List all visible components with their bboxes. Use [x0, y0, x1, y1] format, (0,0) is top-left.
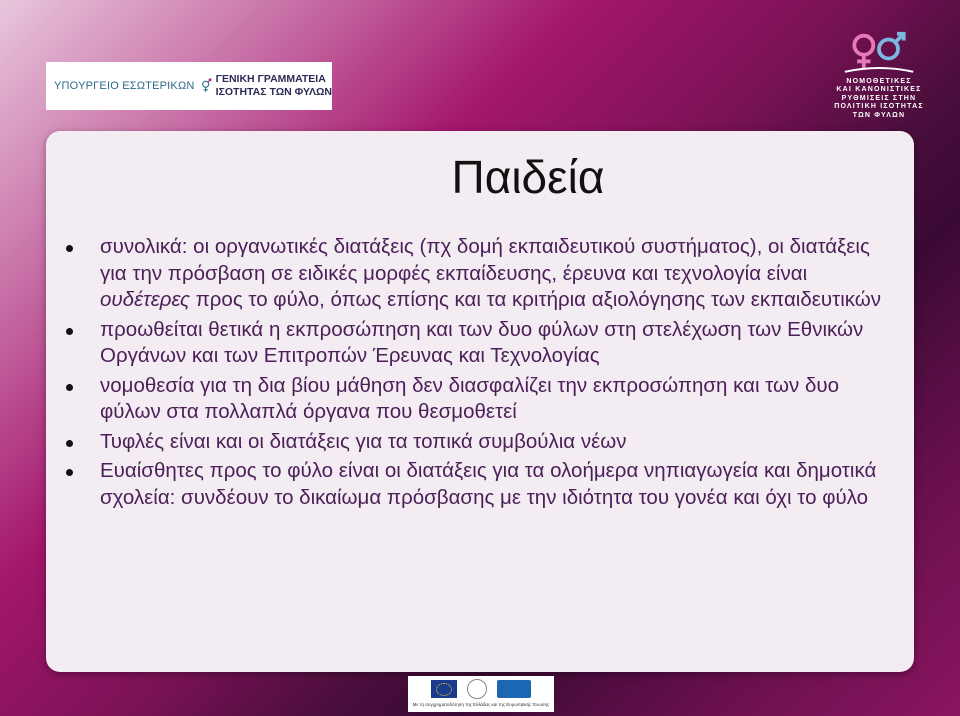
bullet-text-part: συνολικά: οι οργανωτικές διατάξεις (πχ δομή εκπαιδευτικού συστήματος), οι διατάξεις για την πρόσβαση σε ειδικές μορφές εκπαίδευσης, έρευνα και τεχνολογία είναι	[100, 235, 870, 285]
project-logo	[824, 30, 934, 120]
gender-symbols-icon	[839, 30, 919, 78]
funding-logos	[431, 679, 531, 699]
bullet-text-part: προς το φύλο, όπως επίσης και τα κριτήρια αξιολόγησης των εκπαιδευτικών	[189, 288, 882, 311]
bullet-item	[66, 234, 886, 314]
header-logo-bar	[46, 62, 332, 110]
bullet-dot-icon	[66, 245, 73, 252]
footer-funding-bar	[408, 676, 554, 712]
bullet-text: Τυφλές είναι και οι διατάξεις για τα τοπικά συμβούλια νέων	[100, 429, 627, 453]
bullet-dot-icon	[66, 384, 73, 391]
slide-title: Παιδεία	[451, 151, 605, 203]
eu-flag-icon	[431, 680, 457, 698]
bullet-text: Ευαίσθητες προς το φύλο είναι οι διατάξεις για τα ολοήμερα νηπιαγωγεία και δημοτικά σχολεία: συνδέουν το δικαίωμα πρόσβασης με την ιδιότητα του γονέα και όχι το φύλο	[100, 459, 877, 509]
bullet-item	[66, 458, 886, 511]
general-secretariat-name	[216, 73, 332, 99]
espa-logo-icon	[497, 680, 531, 698]
ministry-name: ΥΠΟΥΡΓΕΙΟ ΕΣΩΤΕΡΙΚΩΝ	[54, 80, 195, 92]
funding-text: Με τη συγχρηματοδότηση της Ελλάδας και της Ευρωπαϊκής Ένωσης	[412, 702, 550, 707]
bullet-item	[66, 429, 886, 456]
bullet-list	[66, 234, 886, 514]
bullet-dot-icon	[66, 469, 73, 476]
greek-seal-icon	[467, 679, 487, 699]
bullet-item	[66, 317, 886, 370]
gen-sec-line-1: ΓΕΝΙΚΗ ΓΡΑΜΜΑΤΕΙΑ	[215, 73, 326, 85]
bullet-item	[66, 373, 886, 426]
bullet-text: προωθείται θετικά η εκπροσώπηση και των δυο φύλων στη στελέχωση των Εθνικών Οργάνων και των Επιτροπών Έρευνας και Τεχνολογίας	[100, 317, 864, 367]
gen-sec-line-2: ΙΣΟΤΗΤΑΣ ΤΩΝ ΦΥΛΩΝ	[215, 86, 332, 98]
project-logo-text: ΝΟΜΟΘΕΤΙΚΕΣ ΚΑΙ ΚΑΝΟΝΙΣΤΙΚΕΣ ΡΥΘΜΙΣΕΙΣ ΣΤΗΝ ΠΟΛΙΤΙΚΗ ΙΣΟΤΗΤΑΣ ΤΩΝ ΦΥΛΩΝ	[834, 77, 924, 119]
bullet-dot-icon	[66, 328, 73, 335]
bullet-emphasis: ουδέτερες	[100, 288, 190, 311]
gender-equality-logo-icon	[201, 68, 212, 104]
bullet-text: νομοθεσία για τη δια βίου μάθηση δεν διασφαλίζει την εκπροσώπηση και των δυο φύλων στα πολλαπλά όργανα που θεσμοθετεί	[100, 373, 840, 423]
bullet-dot-icon	[66, 440, 73, 447]
